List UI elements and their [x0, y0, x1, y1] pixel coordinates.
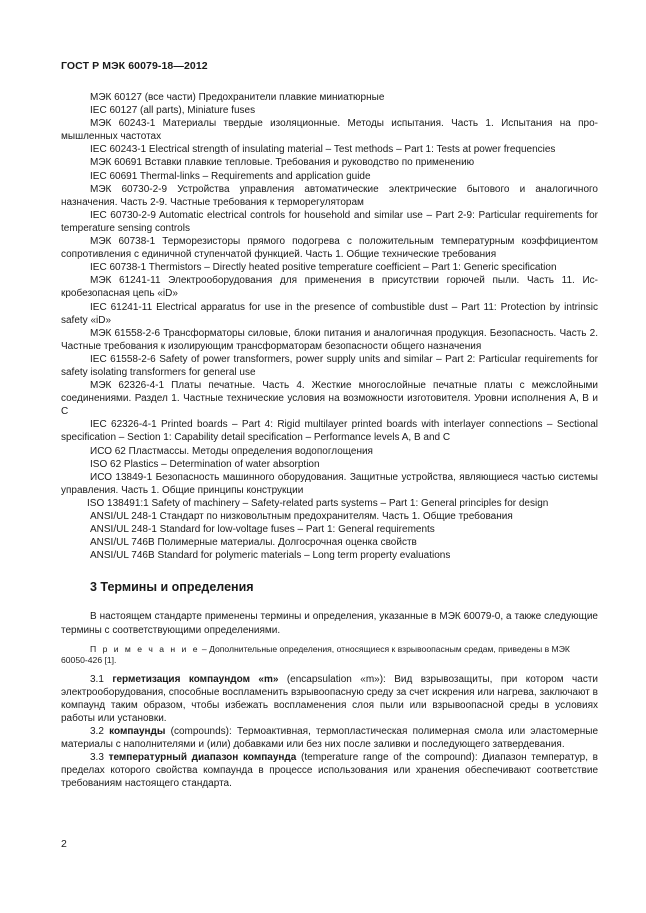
reference-entry: IEC 60127 (all parts), Miniature fuses — [90, 105, 256, 117]
document-header: ГОСТ Р МЭК 60079-18—2012 — [61, 60, 208, 72]
reference-entry: МЭК 62326-4-1 Платы печатные. Часть 4. Жесткие многослойные печатные платы с межслойными соединениями. Раздел 1. Частные технические условия на возможности изготовителя. Уровни исполнения А, В и С — [61, 380, 598, 418]
reference-entry: ИСО 13849-1 Безопасность машинного оборудования. Защитные устройства, являющиеся частью системы управления. Часть 1. Общие принципы конструкции — [61, 471, 598, 496]
reference-entry: ISO 138491:1 Safety of machinery – Safety-related parts systems – Part 1: General principles for design — [87, 497, 549, 509]
reference-entry: IEC 61241-11 Electrical apparatus for use in the presence of combustible dust – Part 11: Protection by intrinsic safety «iD» — [61, 301, 598, 326]
reference-entry: ANSI/UL 248-1 Standard for low-voltage fuses – Part 1: General requirements — [90, 524, 435, 536]
reference-entry: IEC 62326-4-1 Printed boards – Part 4: Rigid multilayer printed boards with interlayer connections – Sectional specification – Section 1: Capability detail specification – Performance levels A, B and C — [61, 419, 598, 444]
reference-entry: МЭК 60730-2-9 Устройства управления автоматические электрические бытового и аналогичного назначения. Часть 2-9. Частные требования к терморегуляторам — [61, 183, 598, 208]
reference-entry: IEC 60243-1 Electrical strength of insulating material – Test methods – Part 1: Tests at power frequencies — [90, 144, 556, 156]
term-number: 3.2 — [90, 726, 110, 738]
reference-entry: ANSI/UL 248-1 Стандарт по низковольтным предохранителям. Часть 1. Общие требования — [90, 511, 513, 522]
reference-entry: IEC 60738-1 Thermistors – Directly heated positive temperature coefficient – Part 1: Generic specification — [90, 262, 557, 274]
term-number: 3.3 — [90, 752, 109, 764]
normative-references-list — [61, 91, 598, 562]
term-text: (temperature range of the compound): Диапазон температур, в пределах которого свойства компаунда в процессе использования или хранения обеспечивают соответствие требованиям настоящего стандарта. — [61, 752, 598, 790]
reference-entry: МЭК 60127 (все части) Предохранители плавкие миниатюрные — [90, 92, 385, 103]
page-number: 2 — [61, 838, 67, 850]
term-definition — [61, 725, 598, 751]
section-title: 3 Термины и определения — [90, 580, 254, 595]
reference-entry: IEC 61558-2-6 Safety of power transformers, power supply units and similar – Part 2: Particular requirements for safety isolating transformers for general use — [61, 353, 598, 378]
reference-entry: МЭК 60243-1 Материалы твердые изоляционные. Методы испытания. Часть 1. Испытания на промышленных частотах — [61, 118, 598, 143]
reference-entry: ISO 62 Plastics – Determination of water absorption — [90, 458, 320, 470]
reference-entry: IEC 60730-2-9 Automatic electrical controls for household and similar use – Part 2-9: Particular requirements for temperature sensing controls — [61, 209, 598, 234]
reference-entry: МЭК 60691 Вставки плавкие тепловые. Требования и руководство по применению — [90, 157, 475, 169]
term-text: (compounds): Термоактивная, термопластическая полимерная смола или эластомерные материалы с наполнителями и (или) добавками или без них после заливки и последующего затвердевания. — [61, 726, 598, 751]
reference-entry: МЭК 60738-1 Терморезисторы прямого подогрева с положительным температурным коэффициентом сопротивления с единичной ступенчатой функцией. Часть 1. Общие технические требования — [61, 236, 598, 261]
reference-entry: ИСО 62 Пластмассы. Методы определения водопоглощения — [90, 445, 373, 457]
note-label: П р и м е ч а н и е — [90, 643, 200, 654]
reference-entry: ANSI/UL 746B Полимерные материалы. Долгосрочная оценка свойств — [90, 537, 417, 549]
term-name: температурный диапазон компаунда — [108, 752, 297, 764]
term-name: герметизация компаундом «m» — [112, 673, 279, 685]
reference-entry: ANSI/UL 746B Standard for polymeric materials – Long term property evaluations — [90, 550, 451, 562]
reference-entry: МЭК 61241-11 Электрооборудования для применения в присутствии горючей пыли. Часть 11. Искробезопасная цепь «iD» — [61, 275, 598, 300]
term-text: (encapsulation «m»): Вид взрывозащиты, при котором части электрооборудования, способные воспламенить взрывоопасную среду за счет искрения или нагрева, заключают в компаунд таким образом, чтобы избежать воспламенения слоя пыли или взрывоопасной среды в условиях работы или установки. — [61, 673, 598, 724]
reference-entry: МЭК 61558-2-6 Трансформаторы силовые, блоки питания и аналогичная продукция. Безопасность. Часть 2. Частные требования к изолирующим трансформаторам безопасности общего назначения — [61, 327, 598, 352]
term-name: компаунды — [109, 726, 166, 738]
note-text: – Дополнительные определения, относящиеся к взрывоопасным средам, приведены в МЭК 60050-426 [1]. — [61, 643, 570, 665]
section-intro: В настоящем стандарте применены термины и определения, указанные в МЭК 60079-0, а также следующие термины с соответствующими определениями. — [61, 611, 598, 636]
term-definition — [61, 673, 598, 725]
term-definition — [61, 751, 598, 790]
term-number: 3.1 — [90, 673, 113, 685]
reference-entry: IEC 60691 Thermal-links – Requirements and application guide — [90, 170, 371, 182]
document-body — [61, 91, 598, 791]
section-note — [61, 644, 598, 666]
